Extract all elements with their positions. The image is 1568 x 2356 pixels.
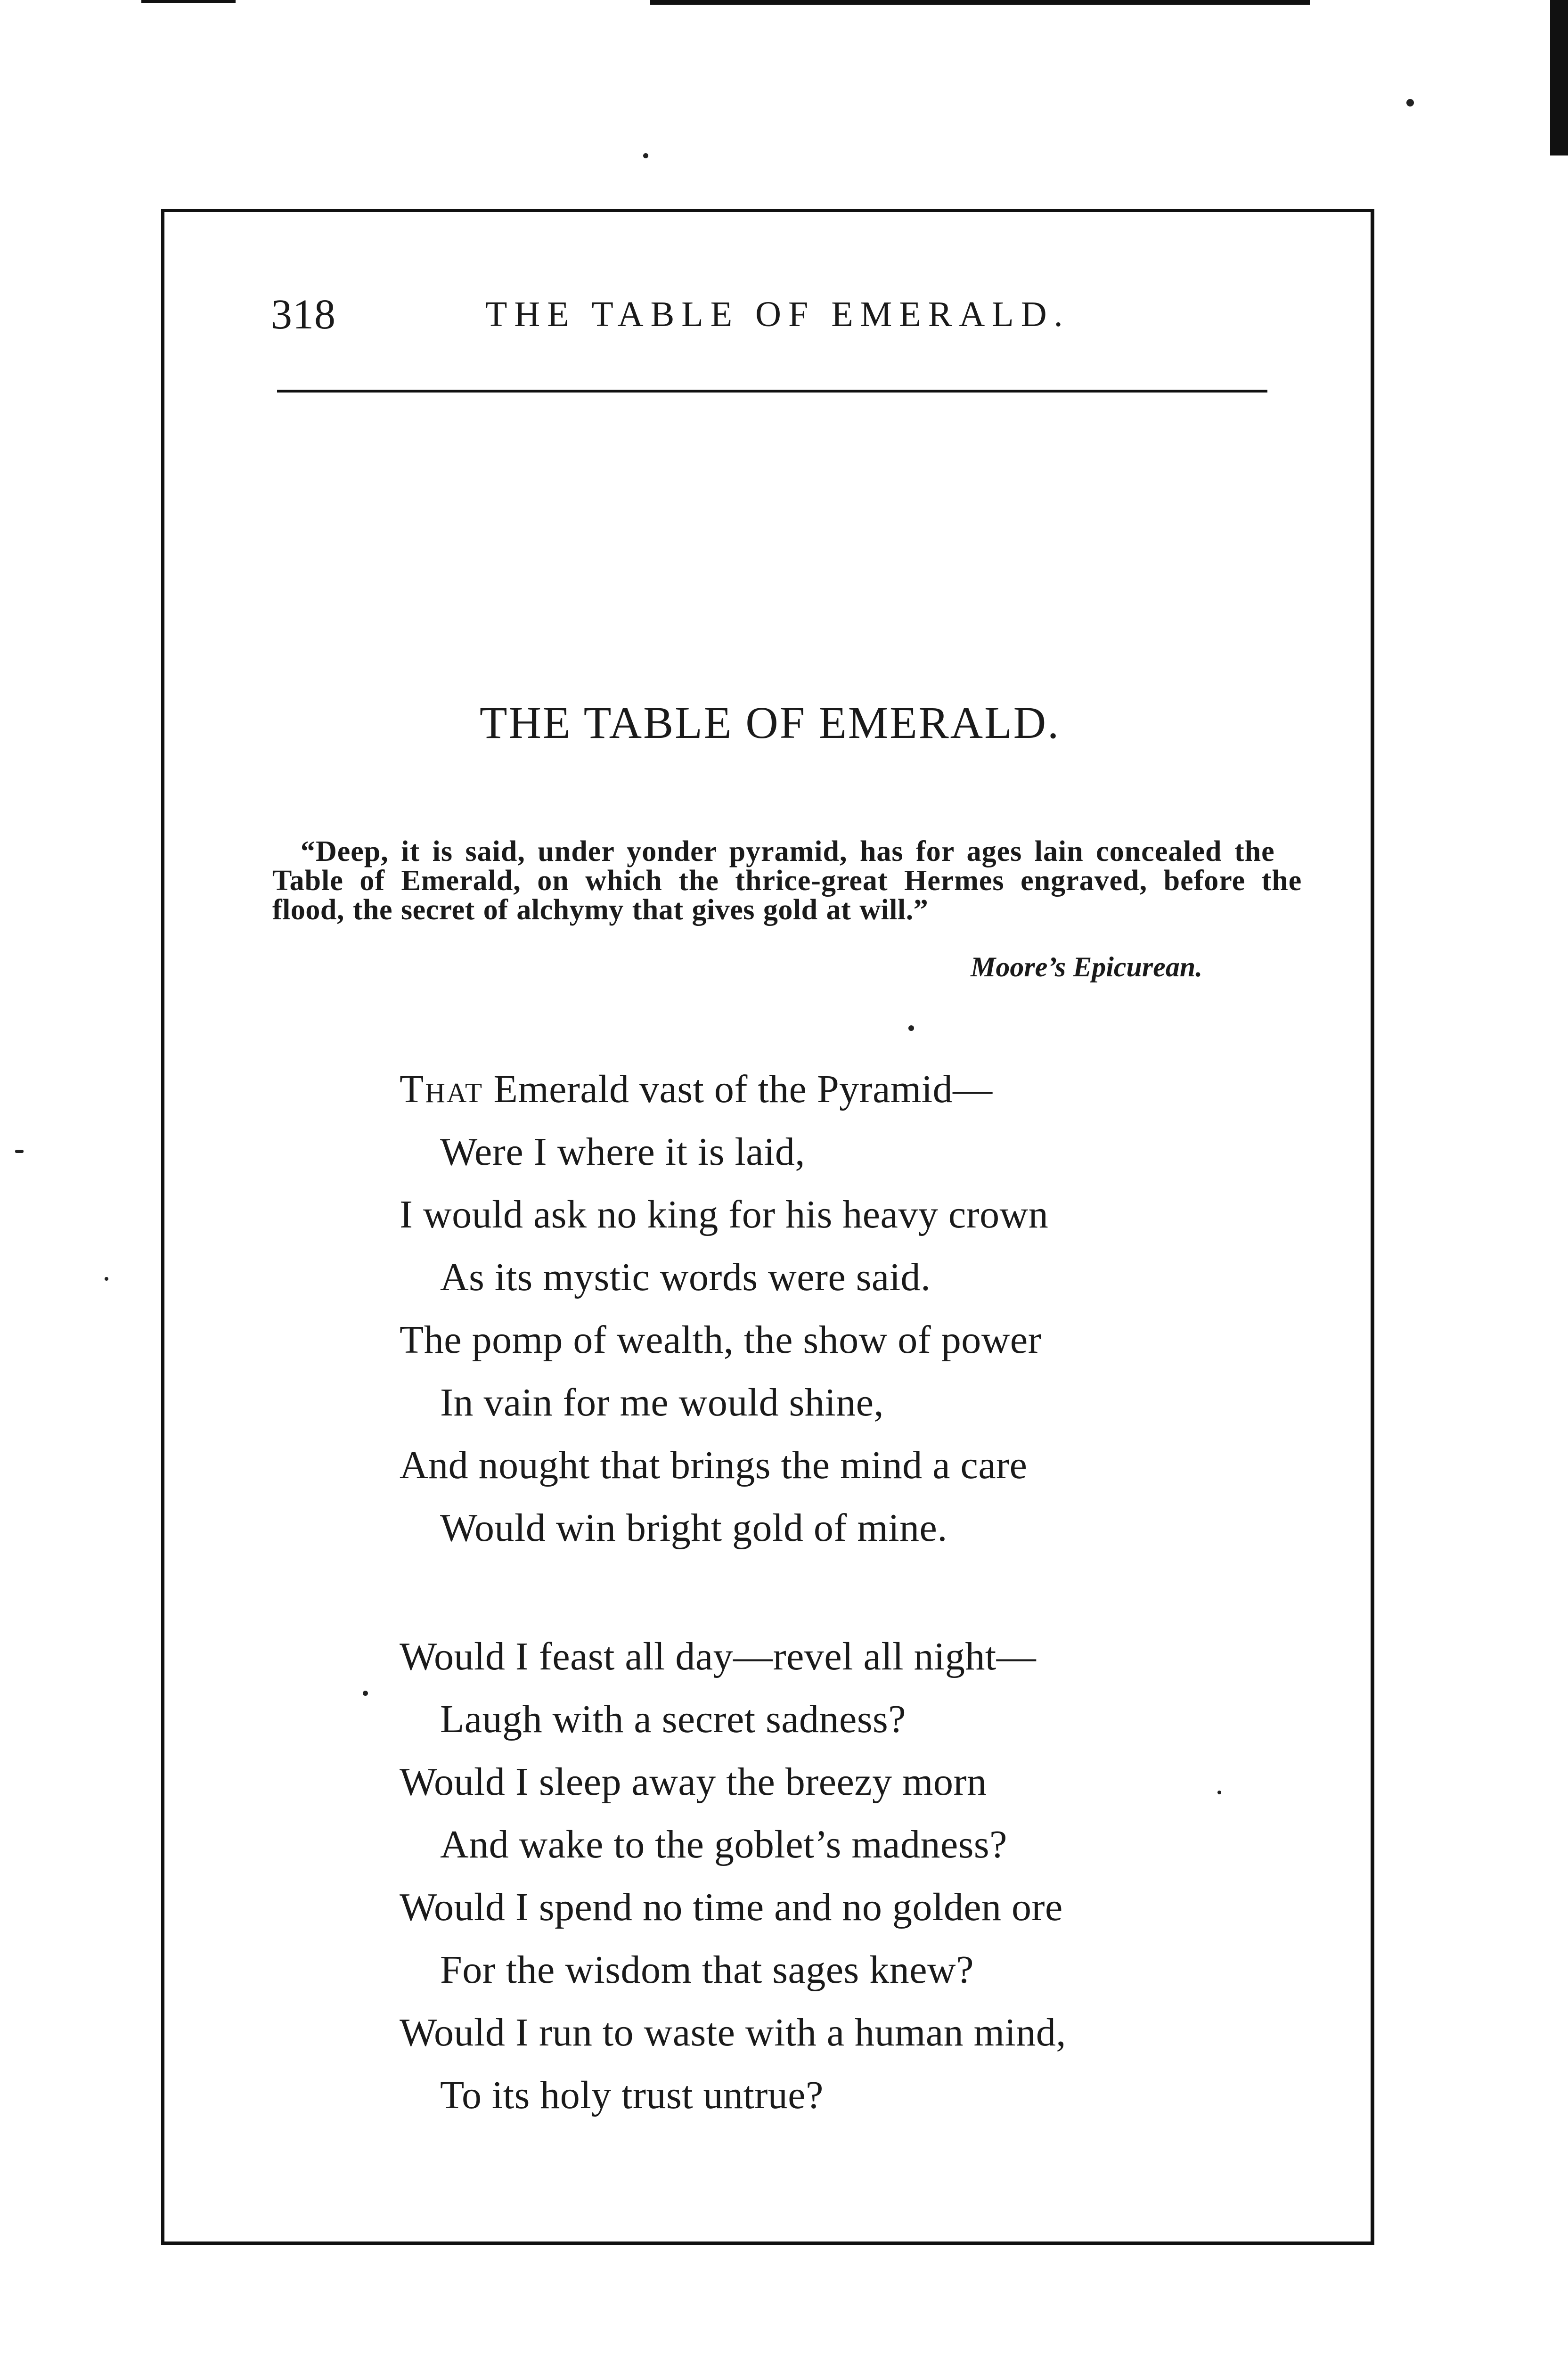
speck: [1406, 99, 1414, 106]
opening-word: That: [400, 1067, 484, 1111]
running-head-title: THE TABLE OF EMERALD.: [485, 294, 1070, 334]
verse-line: To its holy trust untrue?: [440, 2073, 824, 2117]
scan-edge-mark: [650, 0, 1310, 5]
verse-line: In vain for me would shine,: [440, 1381, 884, 1424]
verse-line-text: Emerald vast of the Pyramid—: [483, 1067, 993, 1111]
verse-line: Would I sleep away the breezy morn: [400, 1760, 987, 1804]
epigraph: [272, 835, 1302, 926]
header-rule: [277, 390, 1267, 393]
stanza-1: [400, 1066, 1048, 1567]
verse-line: Would I feast all day—revel all night—: [400, 1635, 1037, 1678]
scan-edge-mark: [1550, 0, 1568, 155]
epigraph-line: Table of Emerald, on which the thrice-great Hermes engraved, before the: [272, 865, 1302, 897]
epigraph-line: flood, the secret of alchymy that gives gold at will.”: [272, 894, 929, 926]
speck: [105, 1277, 108, 1281]
verse-line: I would ask no king for his heavy crown: [400, 1193, 1049, 1236]
running-head: [271, 290, 1077, 347]
poem-title: THE TABLE OF EMERALD.: [479, 697, 1061, 748]
speck: [643, 153, 648, 158]
verse-line: The pomp of wealth, the show of power: [400, 1318, 1042, 1362]
verse-line: [400, 1066, 1048, 1129]
verse-line: Laugh with a secret sadness?: [440, 1697, 906, 1741]
speck: [15, 1150, 24, 1153]
epigraph-attribution: Moore’s Epicurean.: [971, 951, 1203, 982]
page-number: 318: [271, 291, 336, 338]
verse-line: Would win bright gold of mine.: [440, 1506, 947, 1550]
verse-line: Would I spend no time and no golden ore: [400, 1885, 1063, 1929]
stanza-2: [400, 1633, 1066, 2135]
verse-line: As its mystic words were said.: [440, 1255, 931, 1299]
verse-line: And wake to the goblet’s madness?: [440, 1823, 1007, 1866]
epigraph-line: “Deep, it is said, under yonder pyramid, has for ages lain concealed the: [301, 835, 1275, 867]
verse-line: For the wisdom that sages knew?: [440, 1948, 974, 1992]
verse-line: Were I where it is laid,: [440, 1130, 805, 1174]
verse-line: Would I run to waste with a human mind,: [400, 2011, 1066, 2054]
verse-line: And nought that brings the mind a care: [400, 1443, 1028, 1487]
scan-edge-mark: [141, 0, 236, 3]
